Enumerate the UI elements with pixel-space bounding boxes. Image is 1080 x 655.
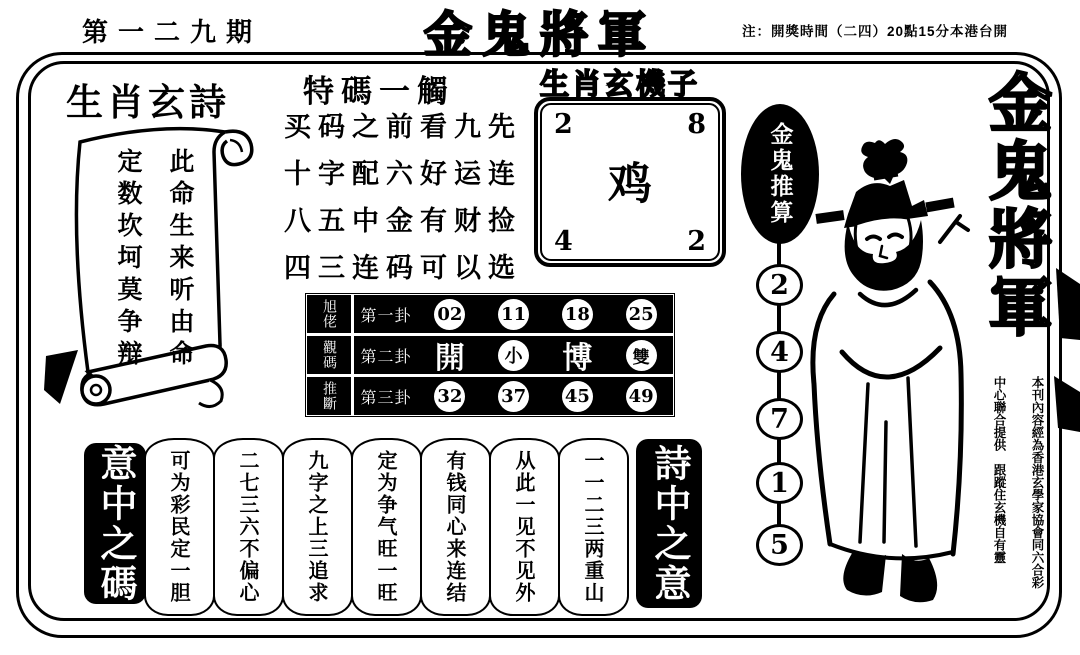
verse-slip [282,438,353,616]
special-code-poem [284,104,522,292]
verse-slip-text: 可为彩民定一胆 [167,450,191,604]
issue-number: 第一二九期 [82,18,263,48]
general-ink-figure [790,122,980,604]
verse-slip [489,438,560,616]
deduction-number: 1 [756,462,803,504]
deduction-heading: 金鬼推算 [766,122,793,226]
deduction-number: 2 [756,264,803,306]
verse-slip-text: 二七三六不偏心 [236,450,260,604]
row-label: 第三卦 [360,387,412,407]
row-label: 第一卦 [360,305,412,325]
deduction-number: 5 [756,524,803,566]
deduction-number: 7 [756,398,803,440]
mystery-box [534,97,726,267]
scroll-poem-line: 定数坎坷莫争辩 [114,148,143,372]
verse-slip [420,438,491,616]
table-side-label: 觀碼 [307,336,351,374]
verse-slip-text: 有钱同心来连结 [443,450,467,604]
attribute-ball: 雙 [626,340,657,371]
mystery-corner-bottom-left: 4 [554,226,573,257]
attribute-character: 博 [562,341,593,376]
number-ball: 18 [562,299,593,330]
slip-label-left-text: 意中之碼 [94,443,137,604]
number-ball: 37 [498,381,529,412]
side-title: 金鬼將軍 [979,70,1053,342]
number-ball: 49 [626,381,657,412]
verse-slip [144,438,215,616]
page-title: 金鬼將軍 [423,7,656,63]
number-ball: 32 [434,381,465,412]
table-row [354,336,673,374]
mystery-zodiac-character: 鸡 [608,158,652,210]
special-code-heading: 特碼一觸 [303,74,455,110]
mystery-corner-top-left: 2 [554,109,573,140]
poem-line: 买码之前看九先 [284,112,522,143]
table-row [354,377,673,415]
table-row [354,295,673,333]
rooster-icon [861,139,907,184]
table-side-label: 推斷 [307,377,351,415]
mystery-corner-bottom-right: 2 [687,226,706,257]
verse-slip [351,438,422,616]
provider-note [986,376,1050,612]
verse-slip-text: 一一二三两重山 [581,450,605,604]
mystery-box-heading: 生肖玄機子 [540,67,701,101]
general-figure [813,180,968,602]
verse-slip-text: 九字之上三追求 [305,450,329,604]
verse-slips [146,438,629,616]
provider-note-line: 本刊內容經為香港玄學家協會同六合彩 [1030,376,1044,589]
scroll-poem-line: 此命生来听由命 [166,148,195,372]
deduction-number: 4 [756,331,803,373]
number-ball: 02 [434,299,465,330]
draw-time-note: 注：開獎時間（二四）20點15分本港台開 [742,24,1009,39]
slip-label-left [84,443,146,604]
attribute-ball: 小 [498,340,529,371]
number-ball: 45 [562,381,593,412]
mystery-corner-top-right: 8 [687,109,706,140]
poem-line: 四三连码可以选 [284,253,522,284]
number-ball: 11 [498,299,529,330]
slip-label-right-text: 詩中之意 [648,443,691,604]
poem-line: 八五中金有财捡 [284,206,522,237]
verse-slip [213,438,284,616]
verse-slip-text: 从此一见不见外 [512,450,536,604]
verse-slip [558,438,629,616]
number-ball: 25 [626,299,657,330]
scroll-poem-text [94,148,198,392]
verse-slip-text: 定为争气旺一旺 [374,450,398,604]
row-label: 第二卦 [360,346,412,366]
provider-note-line: 中心聯合提供 跟蹤住玄機自有靈 [992,376,1006,564]
slip-label-right [636,439,702,608]
gua-table [305,293,675,417]
attribute-character: 開 [434,341,465,376]
table-side-label: 旭佬 [307,295,351,333]
zodiac-poem-heading: 生肖玄詩 [66,81,230,124]
poem-line: 十字配六好运连 [284,159,522,190]
